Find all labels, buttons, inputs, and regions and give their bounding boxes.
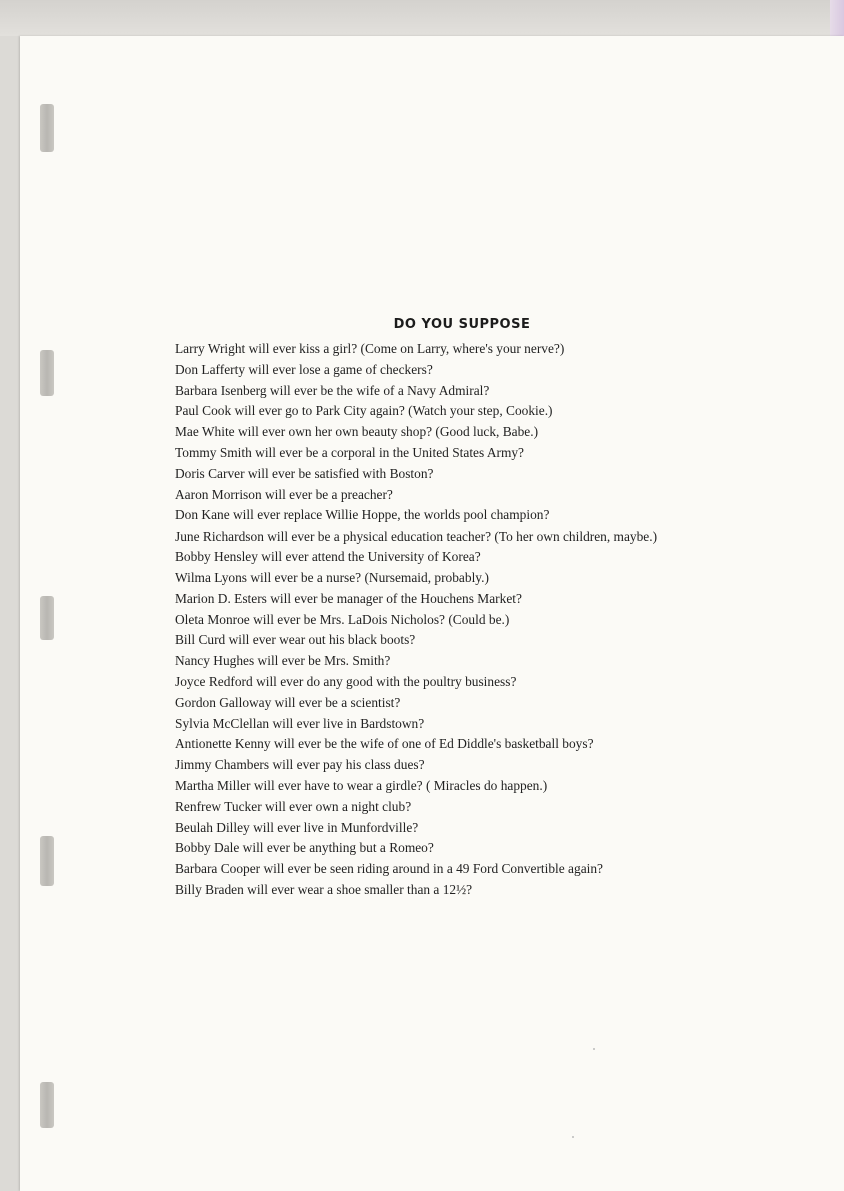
question-line: Tommy Smith will ever be a corporal in the United States Army? [175, 444, 525, 460]
binder-hole-5 [40, 1082, 54, 1128]
question-line: Jimmy Chambers will ever pay his class dues? [175, 757, 425, 773]
binder-hole-4 [40, 836, 54, 886]
question-line: Martha Miller will ever have to wear a girdle? ( Miracles do happen.) [175, 777, 548, 793]
question-list [175, 339, 735, 901]
paper-speck [593, 1048, 595, 1050]
paper-speck [572, 1136, 574, 1138]
question-line: Renfrew Tucker will ever own a night club? [175, 798, 412, 814]
question-line: Larry Wright will ever kiss a girl? (Come on Larry, where's your nerve?) [175, 341, 565, 356]
question-line: Joyce Redford will ever do any good with the poultry business? [175, 673, 517, 689]
question-line: Marion D. Esters will ever be manager of the Houchens Market? [175, 590, 522, 606]
question-line: Wilma Lyons will ever be a nurse? (Nursemaid, probably.) [175, 569, 489, 585]
question-line: Oleta Monroe will ever be Mrs. LaDois Nicholos? (Could be.) [175, 611, 510, 627]
page-title: DO YOU SUPPOSE [393, 317, 531, 332]
question-line: Antionette Kenny will ever be the wife of one of Ed Diddle's basketball boys? [175, 736, 594, 752]
question-line: Don Lafferty will ever lose a game of checkers? [175, 361, 433, 377]
binder-hole-3 [40, 596, 54, 640]
question-line: Paul Cook will ever go to Park City again? (Watch your step, Cookie.) [175, 403, 553, 419]
question-line: Beulah Dilley will ever live in Munfordville? [175, 819, 419, 835]
question-line: Mae White will ever own her own beauty shop? (Good luck, Babe.) [175, 424, 539, 440]
question-line: Barbara Cooper will ever be seen riding around in a 49 Ford Convertible again? [175, 861, 603, 877]
question-line: Nancy Hughes will ever be Mrs. Smith? [175, 653, 391, 669]
binder-hole-1 [40, 104, 54, 152]
question-line: Billy Braden will ever wear a shoe smaller than a 12½? [175, 881, 473, 897]
question-line: Gordon Galloway will ever be a scientist? [175, 694, 401, 710]
paper-page [20, 36, 844, 1191]
question-line: Don Kane will ever replace Willie Hoppe, the worlds pool champion? [175, 507, 550, 523]
question-line: Aaron Morrison will ever be a preacher? [175, 486, 393, 502]
question-line: Bill Curd will ever wear out his black boots? [175, 632, 416, 648]
question-line: Doris Carver will ever be satisfied with Boston? [175, 465, 434, 481]
scan-background-top [0, 0, 844, 36]
question-line: June Richardson will ever be a physical education teacher? (To her own children, maybe.) [175, 529, 658, 545]
binder-hole-2 [40, 350, 54, 396]
question-line: Bobby Hensley will ever attend the University of Korea? [175, 549, 481, 565]
question-line: Barbara Isenberg will ever be the wife of a Navy Admiral? [175, 382, 490, 398]
question-line: Sylvia McClellan will ever live in Bardstown? [175, 715, 425, 731]
question-line: Bobby Dale will ever be anything but a Romeo? [175, 840, 434, 856]
